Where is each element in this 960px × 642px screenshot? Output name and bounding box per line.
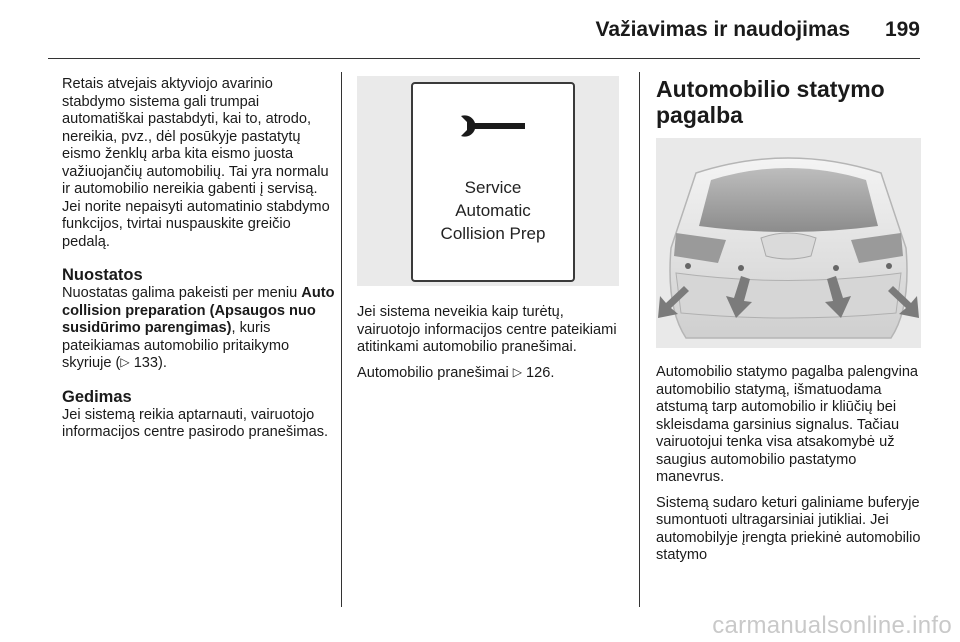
settings-menu-name: Auto collision preparation (Apsaugos nuo susidūrimo parengimas) xyxy=(62,285,335,336)
column-3 xyxy=(656,76,926,573)
service-message-illustration xyxy=(357,76,619,286)
display-line-2: Automatic xyxy=(455,201,531,220)
display-line-1: Service xyxy=(464,178,522,197)
section-heading: Automobilio statymo pagalba xyxy=(656,76,885,128)
column-divider-2 xyxy=(639,72,640,607)
faults-paragraph: Jei sistemą reikia aptarnauti, vairuotojo informacijos centre pasirodo pranešimas. xyxy=(62,406,329,440)
settings-page-ref[interactable]: 133 xyxy=(133,355,159,371)
column-2 xyxy=(357,76,622,390)
rear-bumper-sensors-photo xyxy=(656,138,921,348)
vehicle-messages-page-ref[interactable]: 126 xyxy=(526,364,551,381)
running-header-title: Važiavimas ir naudojimas xyxy=(595,18,850,41)
display-line-3: Collision Prep xyxy=(440,224,546,243)
driver-info-display xyxy=(411,82,575,282)
settings-paragraph xyxy=(62,285,337,373)
column-1 xyxy=(62,76,337,450)
settings-text-2: , kuris pateikiamas automobilio pritaikymo skyriuje ( xyxy=(62,320,290,371)
page-number: 199 xyxy=(884,18,920,41)
settings-heading: Nuostatos xyxy=(62,266,143,284)
header-rule xyxy=(48,58,920,59)
reference-arrow-icon: ▷ xyxy=(120,355,130,369)
settings-text-3: ). xyxy=(158,355,167,371)
parking-assist-paragraph-1: Automobilio statymo pagalba palengvina automobilio statymą, išmatuodama atstumą tarp automobilio ir kliūčių bei skleisdama garsinius signalus. Tačiau vairuotojui tenka visa atsakomybė už saugius automobilio pastatymo manevrus. xyxy=(656,364,919,485)
faults-heading: Gedimas xyxy=(62,387,132,406)
vehicle-messages-suffix: . xyxy=(550,364,555,381)
car-rear-image xyxy=(656,138,921,348)
reference-arrow-icon: ▷ xyxy=(512,364,522,379)
column-divider-1 xyxy=(341,72,342,607)
vehicle-messages-text: Automobilio pranešimai xyxy=(357,364,513,381)
wrench-icon xyxy=(457,112,529,140)
intro-paragraph: Retais atvejais aktyviojo avarinio stabdymo sistema gali trumpai automatiškai pastabdyti, kai to, atrodo, nereikia, pvz., dėl posūkyje pastatytų eismo ženklų arba kita eismo juosta važiuojančių automobilių. Tai yra normalu ir automobilio nereikia gabenti į servisą. Jei norite nepaisyti automatinio stabdymo funkcijos, tvirtai nuspauskite greičio pedalą. xyxy=(62,76,330,250)
watermark: carmanualsonline.info xyxy=(712,612,952,639)
parking-assist-paragraph-2: Sistemą sudaro keturi galiniame buferyje sumontuoti ultragarsiniai jutikliai. Jei automobilyje įrengta priekinė automobilio statymo xyxy=(656,494,921,563)
malfunction-paragraph: Jei sistema neveikia kaip turėtų, vairuotojo informacijos centre pateikiami atitinkami automobilio pranešimai. xyxy=(357,304,617,355)
vehicle-messages-ref xyxy=(357,365,622,383)
settings-text-1: Nuostatas galima pakeisti per meniu xyxy=(62,285,302,301)
service-message-text xyxy=(413,176,573,245)
